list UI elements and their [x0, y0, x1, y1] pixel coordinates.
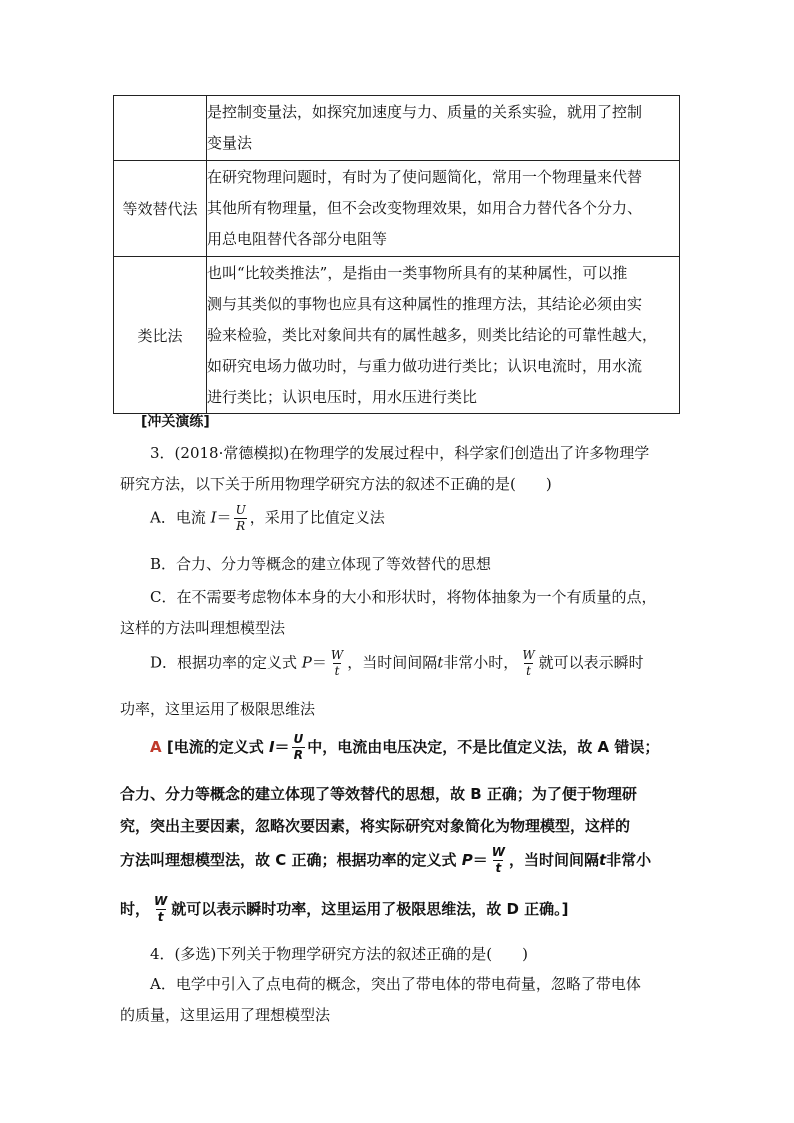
- denominator: t: [526, 664, 531, 678]
- method-name-cell: [114, 96, 207, 161]
- answer-line3: 究，突出主要因素，忽略次要因素，将实际研究对象简化为物理模型，这样的: [120, 817, 631, 835]
- answer-line4: [120, 845, 651, 876]
- method-description-cell: [207, 161, 680, 257]
- description-line: 如研究电场力做功时，与重力做功进行类比；认识电流时，用水流: [207, 356, 643, 375]
- method-description-cell: [207, 96, 680, 161]
- option-text: ，当时间间隔: [347, 653, 438, 672]
- denominator: t: [157, 910, 164, 924]
- description-line: 其他所有物理量，但不会改变物理效果，如用合力替代各个分力、: [207, 199, 643, 217]
- q3-option-d-line1: [150, 648, 644, 679]
- section-label: [冲关演练]: [141, 414, 210, 430]
- answer-line2: 合力、分力等概念的建立体现了等效替代的思想，故 B 正确；为了便于物理研: [120, 785, 637, 803]
- method-name-cell: 类比法: [114, 257, 207, 414]
- variable: I: [210, 508, 217, 527]
- answer-letter: A: [150, 738, 162, 756]
- answer-text: 方法叫理想模型法，故 C 正确；根据功率的定义式: [120, 851, 462, 869]
- answer-text: [电流的定义式: [166, 738, 269, 756]
- option-text: 非常小时，: [443, 653, 519, 672]
- description-line: 验来检验，类比对象间共有的属性越多，则类比结论的可靠性越大，: [207, 325, 658, 344]
- option-text: D．根据功率的定义式: [150, 653, 302, 672]
- numerator: W: [330, 648, 344, 662]
- numerator: U: [293, 732, 304, 746]
- fraction: [329, 648, 345, 679]
- answer-text: 中，电流由电压决定，不是比值定义法，故 A 错误；: [307, 738, 660, 756]
- numerator: W: [154, 894, 168, 908]
- q3-stem-line1: 3．(2018·常德模拟)在物理学的发展过程中，科学家们创造出了许多物理学: [150, 444, 650, 462]
- variable: I: [268, 738, 275, 756]
- q4-option-a-line1: A．电学中引入了点电荷的概念，突出了带电体的带电荷量，忽略了带电体: [150, 975, 641, 993]
- q4-option-a-line2: 的质量，这里运用了理想模型法: [120, 1006, 331, 1024]
- variable: P: [461, 851, 473, 869]
- methods-table: [113, 95, 680, 414]
- denominator: R: [293, 748, 304, 762]
- table-row: [114, 161, 680, 257]
- description-line: 测与其类似的事物也应具有这种属性的推理方法，其结论必须由实: [207, 294, 643, 313]
- q3-option-c-line1: C．在不需要考虑物体本身的大小和形状时，将物体抽象为一个有质量的点，: [150, 588, 657, 606]
- description-line: 进行类比；认识电压时，用水压进行类比: [207, 387, 478, 406]
- q3-option-b: B．合力、分力等概念的建立体现了等效替代的思想: [150, 555, 492, 573]
- denominator: t: [334, 664, 340, 678]
- answer-text: 非常小: [606, 851, 652, 869]
- description-line: 是控制变量法，如探究加速度与力、质量的关系实验，就用了控制: [207, 103, 643, 121]
- q4-stem: 4．(多选)下列关于物理学研究方法的叙述正确的是( ): [150, 945, 528, 963]
- option-text: 就可以表示瞬时: [538, 653, 644, 672]
- fraction: [490, 845, 507, 876]
- equals-sign: ＝: [216, 508, 232, 527]
- denominator: R: [236, 519, 246, 533]
- numerator: W: [491, 845, 505, 859]
- fraction: [520, 648, 536, 679]
- denominator: t: [495, 861, 502, 875]
- variable: t: [598, 851, 607, 869]
- variable: P: [301, 653, 312, 672]
- variable: t: [437, 653, 444, 672]
- method-description-cell: [207, 257, 680, 414]
- fraction: [234, 503, 248, 534]
- answer-text: 就可以表示瞬时功率，这里运用了极限思维法，故 D 正确。]: [171, 900, 569, 918]
- answer-line1: [150, 732, 659, 763]
- fraction: [152, 894, 169, 925]
- equals-sign: ＝: [472, 851, 488, 869]
- q3-option-a: [150, 503, 385, 534]
- answer-text: 时，: [120, 900, 151, 918]
- q3-option-c-line2: 这样的方法叫理想模型法: [120, 619, 286, 637]
- option-text: ，采用了比值定义法: [249, 508, 385, 527]
- answer-text: ，当时间间隔: [508, 851, 599, 869]
- option-text: A．电流: [150, 508, 211, 527]
- q3-option-d-line2: 功率，这里运用了极限思维法: [120, 700, 316, 718]
- description-line: 用总电阻替代各部分电阻等: [207, 230, 388, 248]
- numerator: U: [235, 503, 246, 517]
- description-line: 也叫“比较类推法”，是指由一类事物所具有的某种属性，可以推: [207, 263, 628, 282]
- q3-stem-line2: 研究方法，以下关于所用物理学研究方法的叙述不正确的是( ): [120, 475, 552, 493]
- numerator: W: [522, 648, 535, 662]
- table-row: [114, 96, 680, 161]
- equals-sign: ＝: [274, 738, 290, 756]
- method-name-cell: 等效替代法: [114, 161, 207, 257]
- equals-sign: ＝: [311, 653, 327, 672]
- description-line: 在研究物理问题时，有时为了使问题简化，常用一个物理量来代替: [207, 168, 643, 186]
- description-line: 变量法: [207, 134, 253, 152]
- answer-line5: [120, 894, 569, 925]
- table-row: [114, 257, 680, 414]
- fraction: [292, 732, 306, 763]
